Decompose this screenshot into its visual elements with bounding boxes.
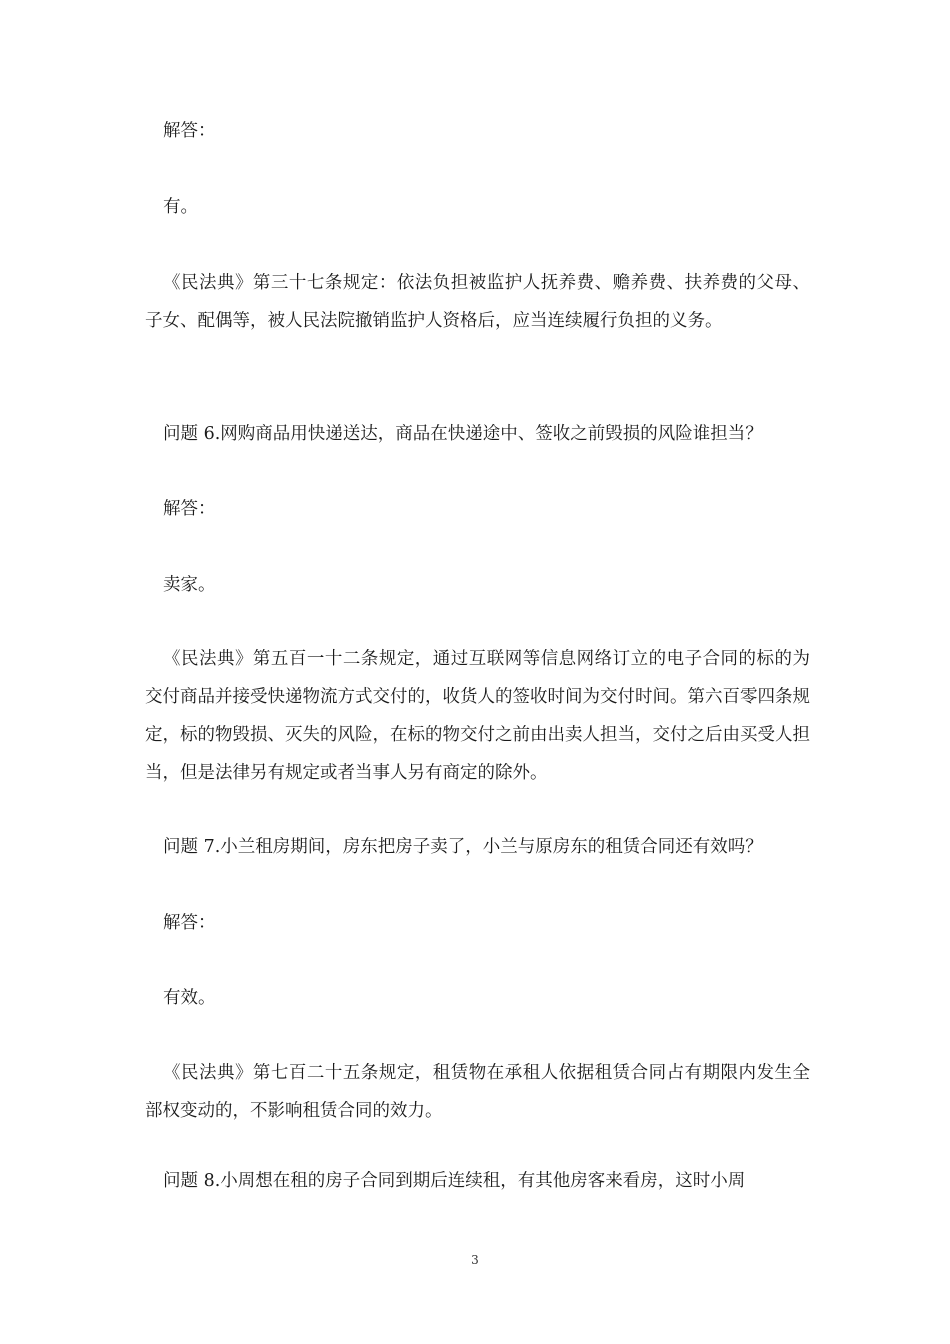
answer-text-3: 有效。	[163, 988, 216, 1008]
question-7: 问题 7.小兰租房期间，房东把房子卖了，小兰与原房东的租赁合同还有效吗？	[163, 837, 763, 857]
answer-text-1: 有。	[163, 197, 198, 217]
answer-label-1: 解答：	[163, 121, 216, 141]
legal-citation-1: 《民法典》第三十七条规定：依法负担被监护人抚养费、赡养费、扶养费的父母、子女、配偶等，被人民法院撤销监护人资格后，应当连续履行负担的义务。	[145, 273, 810, 331]
answer-label-2: 解答：	[163, 499, 216, 519]
answer-text-2: 卖家。	[163, 575, 216, 595]
legal-citation-3: 《民法典》第七百二十五条规定，租赁物在承租人依据租赁合同占有期限内发生全部权变动的，不影响租赁合同的效力。	[145, 1063, 810, 1121]
page-number: 3	[471, 1253, 479, 1267]
question-6: 问题 6.网购商品用快递送达，商品在快递途中、签收之前毁损的风险谁担当？	[163, 424, 763, 444]
question-8: 问题 8.小周想在租的房子合同到期后连续租，有其他房客来看房，这时小周	[163, 1171, 746, 1191]
legal-citation-2: 《民法典》第五百一十二条规定，通过互联网等信息网络订立的电子合同的标的为交付商品并接受快递物流方式交付的，收货人的签收时间为交付时间。第六百零四条规定，标的物毁损、灭失的风险，在标的物交付之前由出卖人担当，交付之后由买受人担当，但是法律另有规定或者当事人另有商定的除外。	[145, 649, 810, 783]
answer-label-3: 解答：	[163, 913, 216, 933]
